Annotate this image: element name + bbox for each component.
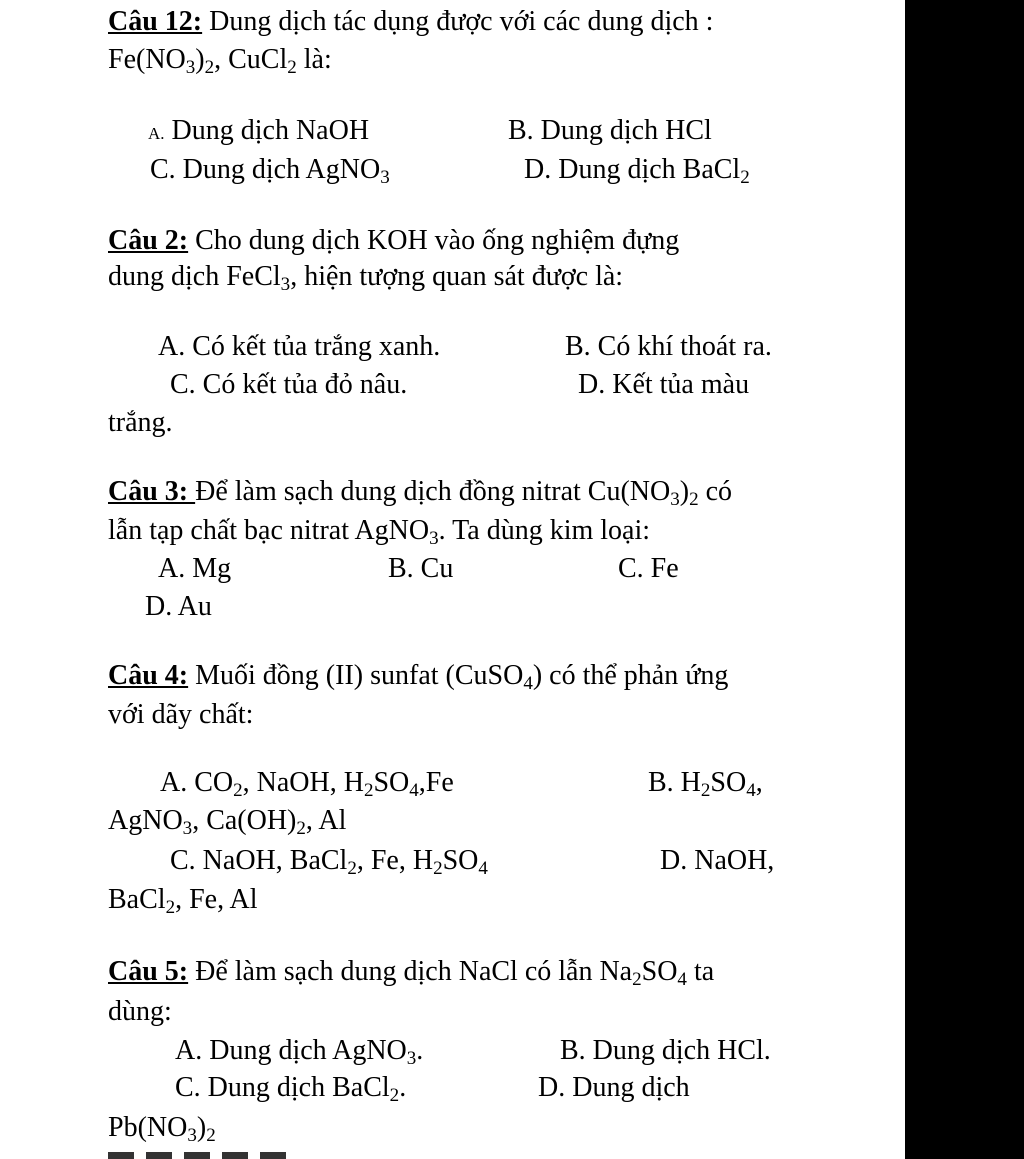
question-12-option-b: B. Dung dịch HCl	[508, 115, 712, 146]
question-4-option-c: C. NaOH, BaCl$_2$, Fe, $H_2SO_4$	[170, 845, 488, 879]
question-5-option-d-continued: $Pb(NO_3)_2$	[108, 1112, 216, 1146]
question-12-option-c: C. Dung dịch AgNO$_3$	[150, 154, 390, 188]
question-2-option-b: B. Có khí thoát ra.	[565, 331, 772, 362]
cropped-next-line	[108, 1152, 298, 1159]
question-4-option-b: B. $H_2SO_4$,	[648, 767, 763, 801]
question-3-line-1: Câu 3: Để làm sạch dung dịch đồng nitrat $Cu(NO_3)_2$ có	[108, 476, 733, 510]
question-12-option-d: D. Dung dịch BaCl$_2$	[524, 154, 750, 188]
question-2-option-d-continued: trắng.	[108, 407, 173, 438]
question-2-line-2: dung dịch FeCl$_3$, hiện tượng quan sát được là:	[108, 261, 624, 295]
question-5-option-c: C. Dung dịch BaCl$_2$.	[175, 1072, 407, 1106]
question-3-option-b: B. Cu	[388, 553, 454, 584]
question-5-option-d: D. Dung dịch	[538, 1072, 690, 1103]
question-12-option-a	[148, 114, 369, 151]
question-3-line-2: lẫn tạp chất bạc nitrat AgNO$_3$. Ta dùng kim loại:	[108, 515, 651, 549]
question-2-label: Câu 2:	[108, 225, 189, 256]
question-4-option-a: A. $CO_2$, NaOH, $H_2SO_4,Fe$	[160, 767, 454, 801]
question-3-option-d: D. Au	[145, 591, 212, 622]
question-2-line-1: Câu 2: Cho dung dịch KOH vào ống nghiệm đựng	[108, 225, 680, 256]
option-a-text: Dung dịch NaOH	[164, 115, 370, 146]
question-2-option-d: D. Kết tủa màu	[578, 369, 750, 400]
question-4-option-d: D. NaOH,	[660, 845, 775, 876]
question-12-label: Câu 12:	[108, 6, 203, 37]
question-3-option-a: A. Mg	[158, 553, 232, 584]
question-2-option-a: A. Có kết tủa trắng xanh.	[158, 331, 441, 362]
question-3-label: Câu 3:	[108, 476, 196, 507]
option-a-letter: A.	[148, 124, 165, 143]
question-12-text: Dung dịch tác dụng được với các dung dịch :	[202, 6, 714, 37]
question-2-option-c: C. Có kết tủa đỏ nâu.	[170, 369, 408, 400]
question-4-label: Câu 4:	[108, 660, 189, 691]
question-5-label: Câu 5:	[108, 956, 189, 987]
question-5-line-1: Câu 5: Để làm sạch dung dịch NaCl có lẫn $Na_2SO_4$ ta	[108, 956, 715, 990]
question-4-option-d-continued: BaCl$_2$, Fe, Al	[108, 884, 258, 918]
question-5-line-2: dùng:	[108, 996, 172, 1027]
question-5-option-a: A. Dung dịch AgNO$_3$.	[175, 1035, 424, 1069]
question-3-option-c: C. Fe	[618, 553, 679, 584]
question-12-line-1	[108, 5, 713, 39]
question-5-option-b: B. Dung dịch HCl.	[560, 1035, 771, 1066]
question-4-line-1: Câu 4: Muối đồng (II) sunfat (CuSO$_4$) có thể phản ứng	[108, 660, 729, 694]
question-12-line-2: $Fe(NO_3)_2$, CuCl$_2$ là:	[108, 44, 332, 78]
question-4-option-b-continued: AgNO$_3$, $Ca(OH)_2$, Al	[108, 805, 347, 839]
question-4-line-2: với dãy chất:	[108, 699, 254, 730]
